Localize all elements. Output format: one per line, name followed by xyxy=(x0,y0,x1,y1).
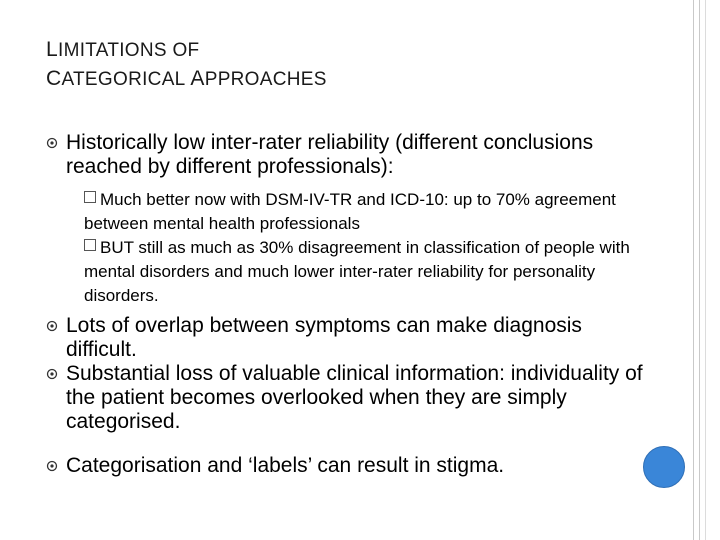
sub-bullet-text: Much better now with DSM-IV-TR and ICD-10: up to 70% agreement between mental health professionals xyxy=(84,190,616,233)
dotted-circle-bullet-icon xyxy=(46,320,58,332)
dotted-circle-bullet-icon xyxy=(46,460,58,472)
bullet-item xyxy=(46,131,656,183)
dotted-circle-bullet-icon xyxy=(46,368,58,380)
bullet-text: Categorisation and ‘labels’ can result in stigma. xyxy=(66,454,505,477)
bullet-item xyxy=(46,454,656,478)
edge-decoration-line xyxy=(693,0,694,540)
bullet-text: Lots of overlap between symptoms can make diagnosis difficult. xyxy=(66,314,582,361)
sub-bullet-text: BUT still as much as 30% disagreement in classification of people with mental disorders and much lower inter-rater reliability for personality disorders. xyxy=(84,238,630,305)
bullet-text: Historically low inter-rater reliability (different conclusions reached by different professionals): xyxy=(66,131,594,178)
edge-decoration-line xyxy=(699,0,700,540)
decorative-blue-circle xyxy=(643,446,685,488)
sub-bullet-item xyxy=(84,236,664,308)
dotted-circle-bullet-icon xyxy=(46,137,58,149)
bullet-text: Substantial loss of valuable clinical information: individuality of the patient becomes overlooked when they are simply categorised. xyxy=(66,362,643,433)
slide-title: LIMITATIONS OF CATEGORICAL APPROACHES xyxy=(46,38,327,90)
edge-decoration-line xyxy=(705,0,706,540)
bullet-item xyxy=(46,314,656,362)
sub-bullet-item xyxy=(84,188,664,236)
bullet-item xyxy=(46,362,656,434)
